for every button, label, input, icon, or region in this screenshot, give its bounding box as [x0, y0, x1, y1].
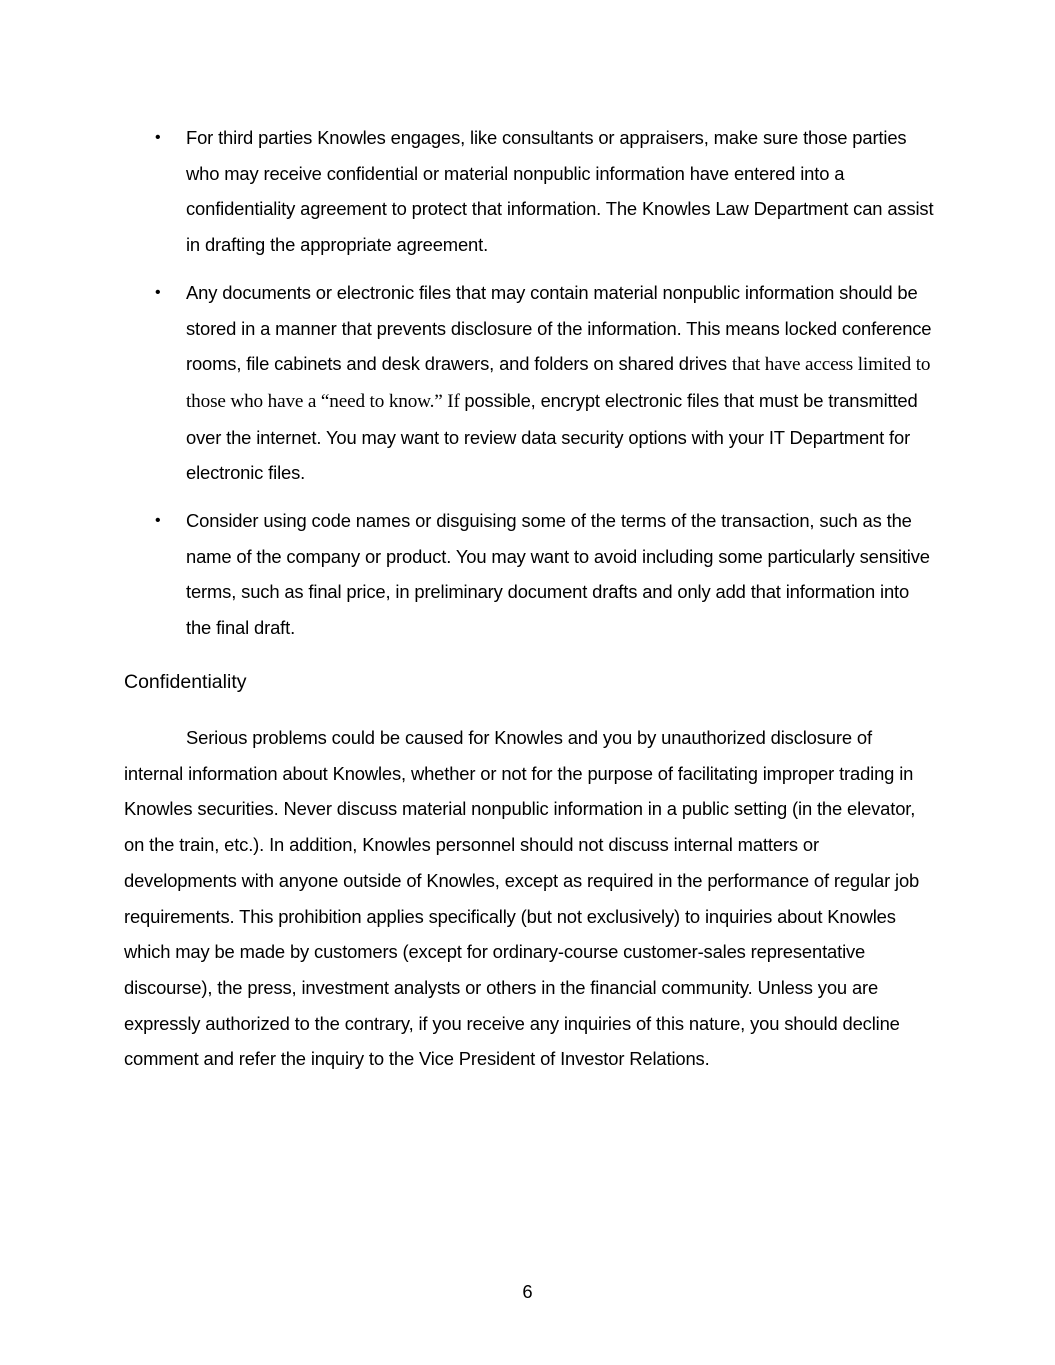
- bullet-item-third-parties: [124, 120, 934, 263]
- bullet-marker: •: [155, 283, 161, 301]
- body-paragraph: Serious problems could be caused for Knowles and you by unauthorized disclosure of internal information about Knowles, whether or not for the purpose of facilitating improper trading in Knowles securities. Never discuss material nonpublic information in a public setting (in the elevator, on the train, etc.). In addition, Knowles personnel should not discuss internal matters or developments with anyone outside of Knowles, except as required in the performance of regular job requirements. This prohibition applies specifically (but not exclusively) to inquiries about Knowles which may be made by customers (except for ordinary-course customer-sales representative discourse), the press, investment analysts or others in the financial community. Unless you are expressly authorized to the contrary, if you receive any inquiries of this nature, you should decline comment and refer the inquiry to the Vice President of Investor Relations.: [124, 727, 920, 1070]
- bullet-marker: •: [155, 512, 161, 530]
- section-heading: Confidentiality: [124, 671, 247, 693]
- bullet-text: Consider using code names or disguising some of the terms of the transaction, such as the name of the company or product. You may want to avoid including some particularly sensitive terms, such as final price, in preliminary document drafts and only add that information into the final draft.: [186, 510, 930, 639]
- bullet-text: For third parties Knowles engages, like consultants or appraisers, make sure those parties who may receive confidential or material nonpublic information have entered into a confidentiality agreement to protect that information. The Knowles Law Department can assist in drafting the appropriate agreement.: [186, 127, 934, 256]
- bullet-text: possible, encrypt electronic files that must be transmitted over the internet. You may want to review data security options with your IT Department for electronic files.: [186, 389, 918, 484]
- bullet-item-documents: [124, 275, 934, 491]
- bullet-list: [124, 120, 934, 658]
- bullet-text: Any documents or electronic files that may contain material nonpublic information should be stored in a manner that prevents disclosure of the information. This means locked conference rooms, file cabinets and desk drawers, and folders on shared drives: [186, 281, 932, 375]
- bullet-item-code-names: [124, 503, 934, 646]
- bullet-marker: •: [155, 129, 161, 146]
- page-number: 6: [522, 1281, 533, 1302]
- bullet-text-serif: that have access limited to those who have a “need to know.” If: [186, 354, 931, 412]
